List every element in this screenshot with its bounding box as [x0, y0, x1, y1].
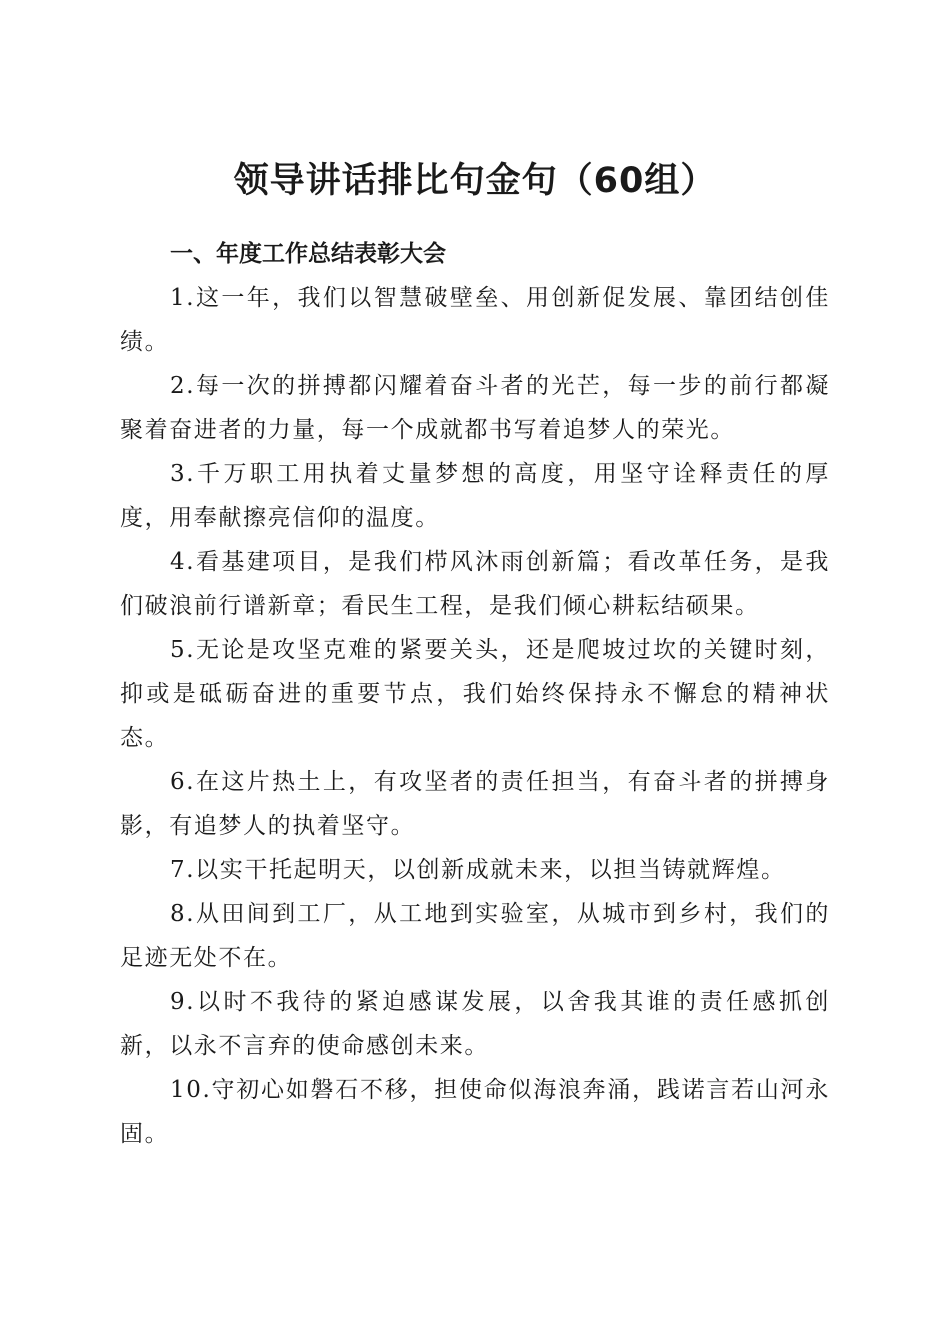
list-item: 1.这一年，我们以智慧破壁垒、用创新促发展、靠团结创佳绩。: [120, 285, 830, 355]
list-item: 10.守初心如磐石不移，担使命似海浪奔涌，践诺言若山河永固。: [120, 1077, 830, 1147]
list-item: 8.从田间到工厂，从工地到实验室，从城市到乡村，我们的足迹无处不在。: [120, 901, 830, 971]
document-body: [120, 232, 830, 1156]
section-heading: 一、年度工作总结表彰大会: [170, 241, 446, 267]
list-item: 3.千万职工用执着丈量梦想的高度，用坚守诠释责任的厚度，用奉献擦亮信仰的温度。: [120, 461, 830, 531]
list-item: 9.以时不我待的紧迫感谋发展，以舍我其谁的责任感抓创新，以永不言弃的使命感创未来。: [120, 989, 830, 1059]
list-item: 4.看基建项目，是我们栉风沐雨创新篇；看改革任务，是我们破浪前行谱新章；看民生工程，是我们倾心耕耘结硕果。: [120, 549, 830, 619]
page-title: 领导讲话排比句金句（60组）: [233, 161, 717, 202]
list-item: 2.每一次的拼搏都闪耀着奋斗者的光芒，每一步的前行都凝聚着奋进者的力量，每一个成就都书写着追梦人的荣光。: [120, 373, 830, 443]
list-item: 5.无论是攻坚克难的紧要关头，还是爬坡过坎的关键时刻，抑或是砥砺奋进的重要节点，我们始终保持永不懈怠的精神状态。: [120, 637, 830, 751]
list-item: 6.在这片热土上，有攻坚者的责任担当，有奋斗者的拼搏身影，有追梦人的执着坚守。: [120, 769, 830, 839]
list-item: 7.以实干托起明天，以创新成就未来，以担当铸就辉煌。: [170, 857, 786, 883]
